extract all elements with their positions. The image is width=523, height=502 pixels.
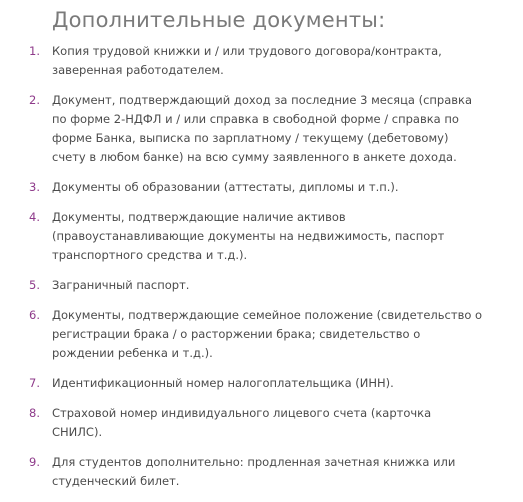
list-item-line: Документы, подтверждающие семейное положение (свидетельство о	[52, 308, 483, 322]
list-item-line: Документы, подтверждающие наличие активов	[52, 210, 346, 224]
list-item-line: счету в любом банке) на всю сумму заявленного в анкете дохода.	[52, 150, 457, 164]
list-item-number: 4.	[29, 210, 40, 224]
list-item-line: Документы об образовании (аттестаты, дипломы и т.п.).	[52, 180, 399, 194]
list-item-line: по форме 2-НДФЛ и / или справка в свободной форме / справка по	[52, 112, 459, 126]
list-item-8	[0, 404, 523, 442]
list-item-7	[0, 374, 523, 393]
list-item-line: форме Банка, выписка по зарплатному / текущему (дебетовому)	[52, 131, 449, 145]
list-item-line: СНИЛС).	[52, 425, 103, 439]
list-item-number: 8.	[29, 406, 40, 420]
documents-list	[0, 42, 523, 502]
list-item-4	[0, 208, 523, 265]
list-item-line: рождении ребенка и т.д.).	[52, 346, 213, 360]
list-item-number: 5.	[29, 278, 40, 292]
list-item-line: Страховой номер индивидуального лицевого счета (карточка	[52, 406, 432, 420]
list-item-2	[0, 91, 523, 167]
list-item-line: (правоустанавливающие документы на недвижимость, паспорт	[52, 229, 445, 243]
list-item-number: 2.	[29, 93, 40, 107]
list-item-9	[0, 453, 523, 491]
list-item-1	[0, 42, 523, 80]
list-item-number: 9.	[29, 455, 40, 469]
list-item-line: Для студентов дополнительно: продленная зачетная книжка или	[52, 455, 456, 469]
list-item-line: Заграничный паспорт.	[52, 278, 190, 292]
list-item-number: 1.	[29, 44, 40, 58]
list-item-5	[0, 276, 523, 295]
list-item-line: транспортного средства и т.д.).	[52, 248, 248, 262]
list-item-line: Идентификационный номер налогоплательщика (ИНН).	[52, 376, 394, 390]
list-item-line: Документ, подтверждающий доход за последние 3 месяца (справка	[52, 93, 473, 107]
list-item-line: регистрации брака / о расторжении брака; свидетельство о	[52, 327, 421, 341]
list-item-3	[0, 178, 523, 197]
list-item-number: 7.	[29, 376, 40, 390]
list-item-6	[0, 306, 523, 363]
list-item-line: заверенная работодателем.	[52, 63, 224, 77]
list-item-number: 3.	[29, 180, 40, 194]
list-item-line: студенческий билет.	[52, 474, 180, 488]
list-item-line: Копия трудовой книжки и / или трудового договора/контракта,	[52, 44, 442, 58]
list-item-number: 6.	[29, 308, 40, 322]
page-title: Дополнительные документы:	[52, 8, 386, 32]
